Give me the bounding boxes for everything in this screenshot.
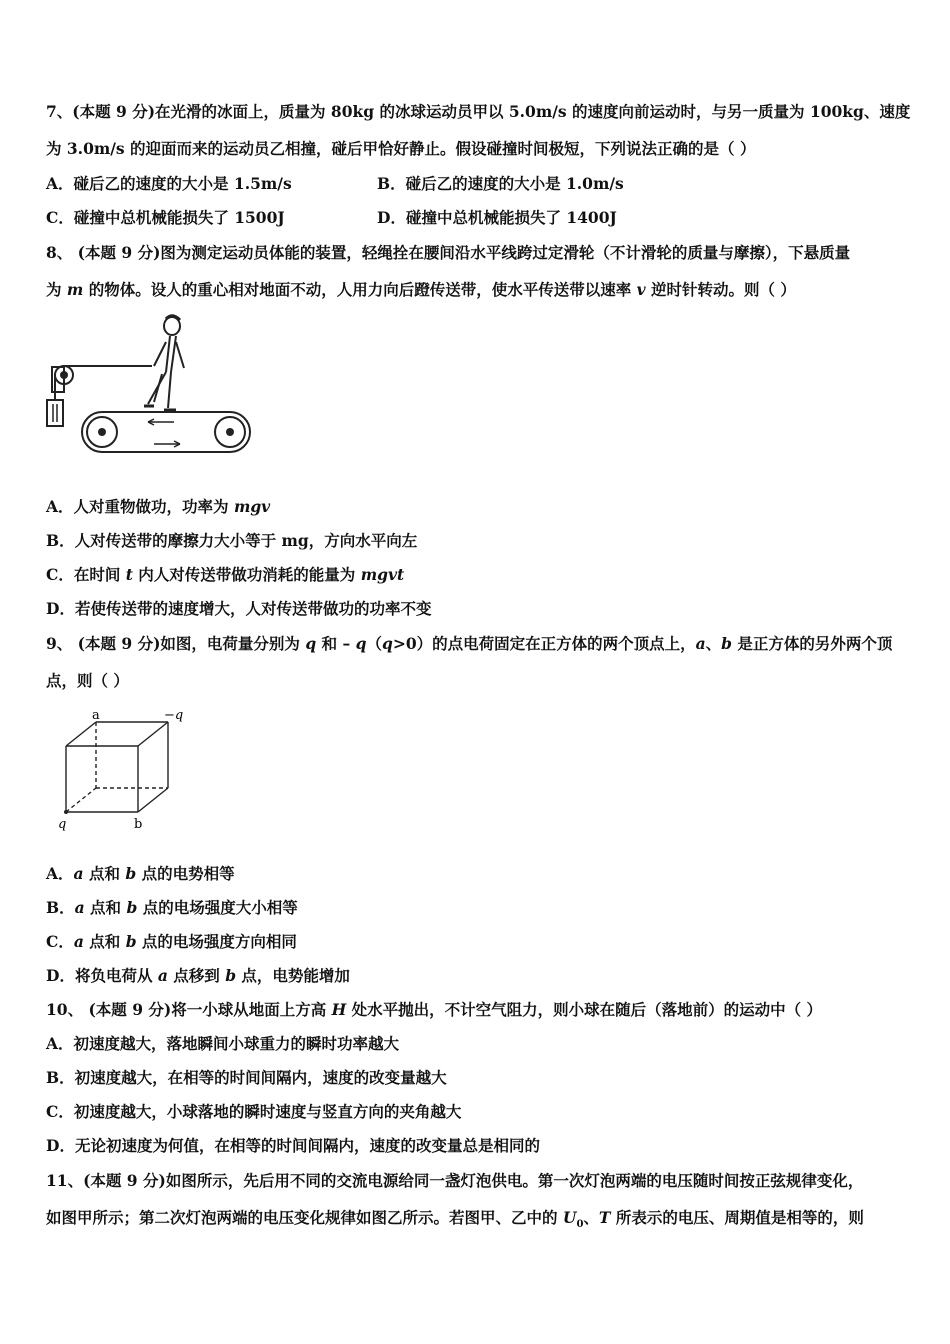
q9-option-c: C．a 点和 b 点的电场强度方向相同	[46, 932, 297, 951]
q7-stem-line2: 为 3.0m/s 的迎面而来的运动员乙相撞，碰后甲恰好静止。假设碰撞时间极短，下列说法正确的是（ ）	[46, 139, 756, 158]
q7-option-a: A．碰后乙的速度的大小是 1.5m/s	[46, 174, 292, 193]
q7-option-d: D．碰撞中总机械能损失了 1400J	[377, 208, 617, 227]
q7-stem-line1: 7、(本题 9 分)在光滑的冰面上，质量为 80kg 的冰球运动员甲以 5.0m/s 的速度向前运动时，与另一质量为 100kg、速度	[46, 102, 911, 121]
q9-option-a: A．a 点和 b 点的电势相等	[46, 864, 235, 883]
cube-label-a: a	[92, 708, 100, 723]
q10-option-a: A．初速度越大，落地瞬间小球重力的瞬时功率越大	[46, 1034, 400, 1053]
q8-option-c: C．在时间 t 内人对传送带做功消耗的能量为 mgvt	[46, 565, 405, 584]
q11-stem-line1: 11、(本题 9 分)如图所示，先后用不同的交流电源给同一盏灯泡供电。第一次灯泡两端的电压随时间按正弦规律变化，	[46, 1171, 864, 1190]
q10-option-b: B．初速度越大，在相等的时间间隔内，速度的改变量越大	[46, 1068, 447, 1087]
q8-option-a: A．人对重物做功，功率为 mgv	[46, 497, 271, 516]
q8-stem-line2: 为 m 的物体。设人的重心相对地面不动，人用力向后蹬传送带，使水平传送带以速率 v 逆时针转动。则（ ）	[46, 280, 796, 299]
cube-label-neg-q: −q	[164, 708, 184, 723]
q9-stem-line1: 9、 (本题 9 分)如图，电荷量分别为 q 和 – q（q>0）的点电荷固定在正方体的两个顶点上，a、b 是正方体的另外两个顶	[46, 634, 893, 653]
cube-label-b: b	[134, 817, 143, 832]
q9-option-d: D．将负电荷从 a 点移到 b 点，电势能增加	[46, 966, 350, 985]
q10-stem: 10、 (本题 9 分)将一小球从地面上方高 H 处水平抛出，不计空气阻力，则小球在随后（落地前）的运动中（ ）	[46, 1000, 823, 1019]
q9-option-b: B．a 点和 b 点的电场强度大小相等	[46, 898, 298, 917]
q8-stem-line1: 8、 (本题 9 分)图为测定运动员体能的装置，轻绳拴在腰间沿水平线跨过定滑轮（不计滑轮的质量与摩擦），下悬质量	[46, 243, 851, 262]
q7-option-b: B．碰后乙的速度的大小是 1.0m/s	[377, 174, 624, 193]
q7-option-c: C．碰撞中总机械能损失了 1500J	[46, 208, 285, 227]
q10-option-c: C．初速度越大，小球落地的瞬时速度与竖直方向的夹角越大	[46, 1102, 462, 1121]
treadmill-pulley-figure	[44, 312, 254, 460]
q9-stem-line2: 点，则（ ）	[46, 671, 129, 690]
q8-option-b: B．人对传送带的摩擦力大小等于 mg，方向水平向左	[46, 531, 418, 550]
q11-stem-line2: 如图甲所示；第二次灯泡两端的电压变化规律如图乙所示。若图甲、乙中的 $U_0$、T 所表示的电压、周期值是相等的，则	[46, 1208, 864, 1231]
q10-option-d: D．无论初速度为何值，在相等的时间间隔内，速度的改变量总是相同的	[46, 1136, 540, 1155]
cube-figure	[52, 706, 202, 836]
cube-label-q: q	[58, 817, 67, 832]
q8-option-d: D．若使传送带的速度增大，人对传送带做功的功率不变	[46, 599, 432, 618]
